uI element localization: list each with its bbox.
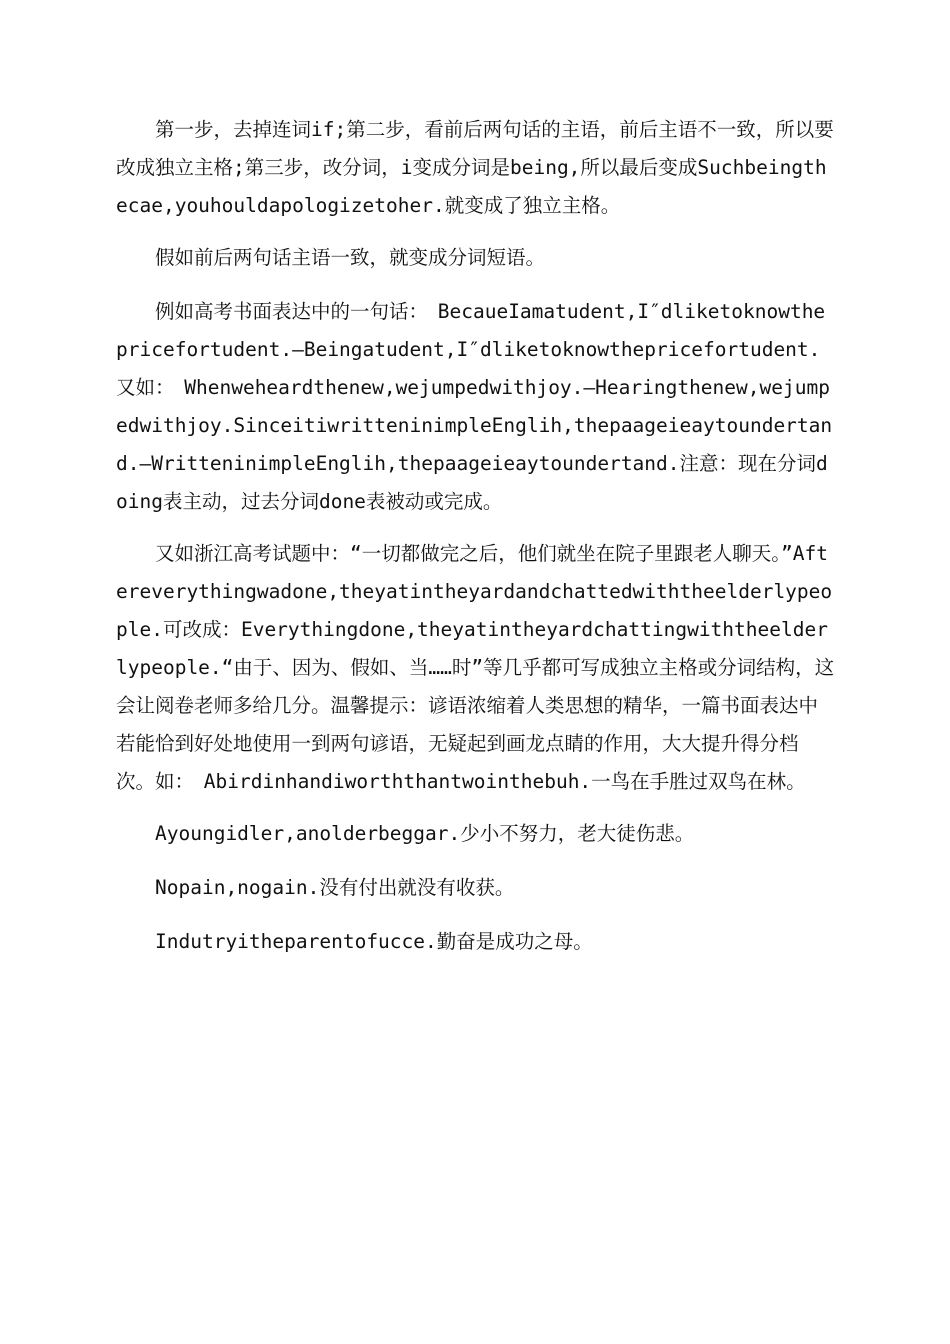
document-body (116, 111, 836, 977)
paragraph-exam-examples: 例如高考书面表达中的一句话： BecaueIamatudent,I″dliketoknowthepricefortudent.—Beingatudent,I″dliketoknowthepricefortudent.又如： Whenweheardthenew,wejumpedwithjoy.—Hearingthenew,wejumpedwithjoy.SinceitiwritteninimpleEnglih,thepaageieaytoundertand.—WritteninimpleEnglih,thepaageieaytoundertand.注意：现在分词doing表主动，过去分词done表被动或完成。 (116, 300, 833, 513)
paragraph-zhejiang-example-and-proverbs: 又如浙江高考试题中：“一切都做完之后，他们就坐在院子里跟老人聊天。”Aftereverythingwadone,theyatintheyardandchattedwiththeelderlypeople.可改成：Everythingdone,theyatintheyardchattingwiththeelderlypeople.“由于、因为、假如、当……时”等几乎都可写成独立主格或分词结构，这会让阅卷老师多给几分。温馨提示：谚语浓缩着人类思想的精华，一篇书面表达中若能恰到好处地使用一到两句谚语，无疑起到画龙点睛的作用，大大提升得分档次。如： Abirdinhandiworththantwointhebuh.一鸟在手胜过双鸟在林。 (116, 542, 835, 793)
proverb-no-pain: Nopain,nogain.没有付出就没有收获。 (155, 876, 515, 899)
proverb-industry: Indutryitheparentofucce.勤奋是成功之母。 (155, 930, 593, 953)
paragraph-independent-absolute-steps: 第一步，去掉连词if;第二步，看前后两句话的主语，前后主语不一致，所以要改成独立主格;第三步，改分词，i变成分词是being,所以最后变成Suchbeingthecae,youhouldapologizetoher.就变成了独立主格。 (116, 118, 834, 217)
paragraph-participle-phrase-rule: 假如前后两句话主语一致，就变成分词短语。 (155, 246, 546, 269)
proverb-young-idler: Ayoungidler,anolderbeggar.少小不努力，老大徒伤悲。 (155, 822, 695, 845)
